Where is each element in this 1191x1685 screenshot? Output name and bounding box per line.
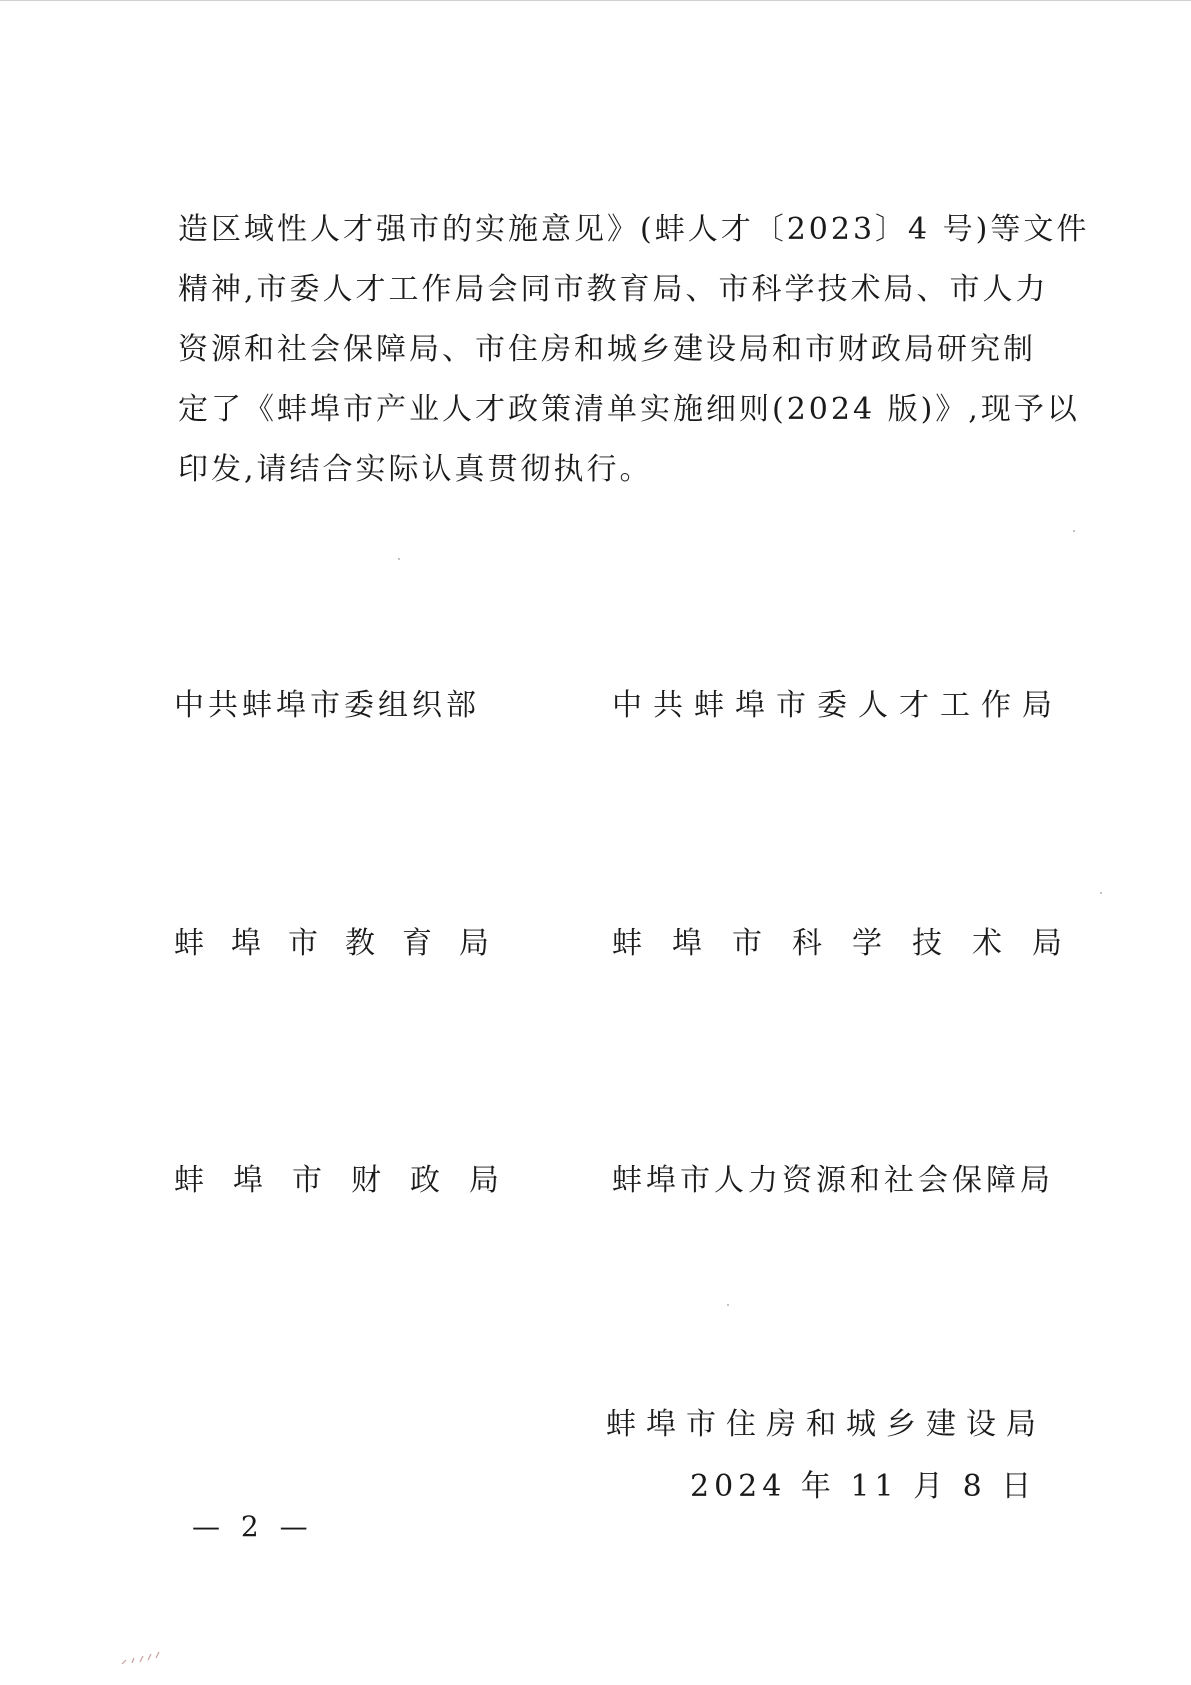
page-top-edge: [0, 0, 1191, 1]
scan-mark: [118, 1648, 178, 1668]
scan-speck: [727, 1304, 729, 1306]
body-line-5: 印发,请结合实际认真贯彻执行。: [178, 452, 653, 487]
signatory-finance-bureau: 蚌埠市财政局: [174, 1163, 528, 1198]
body-line-2: 精神,市委人才工作局会同市教育局、市科学技术局、市人力: [178, 272, 1049, 307]
scan-speck: [1073, 530, 1075, 532]
body-line-1: 造区域性人才强市的实施意见》(蚌人才〔2023〕4 号)等文件: [178, 212, 1090, 247]
document-body: [178, 200, 1090, 500]
body-line-3: 资源和社会保障局、市住房和城乡建设局和市财政局研究制: [178, 332, 1036, 367]
body-line-4: 定了《蚌埠市产业人才政策清单实施细则(2024 版)》,现予以: [178, 392, 1080, 427]
signatory-science-technology-bureau: 蚌埠市科学技术局: [612, 926, 1092, 961]
signatory-housing-construction-bureau: 蚌埠市住房和城乡建设局: [606, 1407, 1046, 1442]
signatory-organization-department: 中共蚌埠市委组织部: [174, 688, 480, 723]
signatory-education-bureau: 蚌埠市教育局: [174, 926, 516, 961]
signatory-human-resources-bureau: 蚌埠市人力资源和社会保障局: [612, 1163, 1054, 1198]
issue-date: 2024 年 11 月 8 日: [690, 1469, 1037, 1504]
signatory-talent-work-bureau: 中共蚌埠市委人才工作局: [612, 688, 1063, 723]
scan-speck: [1100, 892, 1102, 894]
page-number: — 2 —: [192, 1510, 314, 1543]
scan-speck: [398, 558, 400, 560]
